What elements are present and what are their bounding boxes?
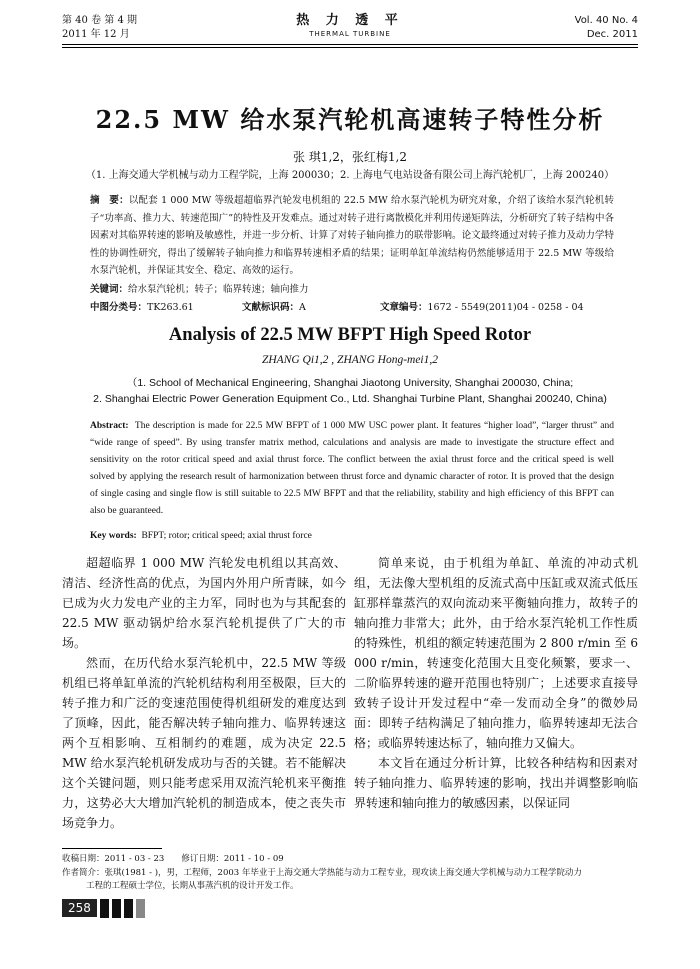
header-rule [62, 44, 638, 45]
running-header [62, 14, 638, 54]
cn-title: 22.5 MW 给水泵汽轮机高速转子特性分析 [95, 105, 605, 134]
footnote-dates: 收稿日期：2011 - 03 - 23 修订日期：2011 - 10 - 09 [62, 854, 284, 864]
en-affiliation-1: （1. School of Mechanical Engineering, Shanghai Jiaotong University, Shanghai 200030, China; [126, 377, 574, 389]
page-marker-block [112, 899, 121, 918]
cn-affiliation: （1. 上海交通大学机械与动力工程学院，上海 200030；2. 上海电气电站设备有限公司上海汽轮机厂，上海 200240） [85, 170, 615, 181]
page-number-box [62, 897, 145, 919]
body-paragraph: 超超临界 1 000 MW 汽轮发电机组以其高效、清洁、经济性高的优点，为国内外用户所青睐，如今已成为火力发电产业的主力军，同时也为与其配套的 22.5 MW 驱动锅炉给水泵汽轮机提供了广大的市场。 [62, 556, 346, 650]
page-marker-block [136, 899, 145, 918]
page-number: 258 [62, 899, 97, 917]
footnote-rule [62, 848, 162, 849]
cn-abstract-label: 摘 要： [90, 195, 129, 206]
cn-keywords: 关键词：给水泵汽轮机；转子；临界转速；轴向推力 [90, 284, 309, 295]
body-paragraph: 简单来说，由于机组为单缸、单流的冲动式机组，无法像大型机组的反流式高中压缸或双流式低压缸那样靠蒸汽的双向流动来平衡轴向推力，故转子的轴向推力非常大；此外，由于给水泵汽轮机工作性质的特殊性，机组的额定转速范围为 2 800 r/min 至 6 000 r/min，转速变化范围大且变化频繁，要求一、二阶临界转速的避开范围也特别广；上述要求直接导致转子设计开发过程中“牵一发而动全身”的微妙局面：即转子结构满足了轴向推力，临界转速却无法合格；或临界转速达标了，轴向推力又偏大。 [354, 556, 638, 750]
en-affiliation-2: 2. Shanghai Electric Power Generation Equipment Co., Ltd. Shanghai Turbine Plant, Shanghai 200240, China) [93, 393, 607, 405]
header-volume-info: 第 40 卷 第 4 期 2011 年 12 月 [62, 15, 137, 40]
en-authors: ZHANG Qi1,2 , ZHANG Hong-mei1,2 [261, 354, 438, 366]
cn-abstract-text: 以配套 1 000 MW 等级超超临界汽轮发电机组的 22.5 MW 给水泵汽轮机为研究对象，介绍了该给水泵汽轮机转子“功率高、推力大、转速范围广”的特性及开发难点。通过对转子进行离散模化并利用传递矩阵法，分析研究了转子结构中各因素对其临界转速的影响及敏感性，并进一步分析、计算了对转子轴向推力的联带影响。论文最终通过对转子推力及动力学特性的协调性研究，得出了缓解转子轴向推力和临界转速相矛盾的结果；证明单缸单流结构仍然能够适用于 22.5 MW 等级给水泵汽轮机，并保证其安全、稳定、高效的运行。 [90, 195, 614, 276]
header-rule-thin [62, 47, 638, 48]
body-right-column [354, 553, 638, 813]
header-volume-info-en: Vol. 40 No. 4 Dec. 2011 [574, 15, 638, 40]
en-title: Analysis of 22.5 MW BFPT High Speed Rotor [168, 325, 532, 345]
body-left-column [62, 553, 346, 833]
en-abstract [90, 418, 614, 520]
cn-authors: 张 琪1,2，张红梅1,2 [293, 150, 407, 164]
en-abstract-label: Abstract: [90, 421, 129, 431]
en-abstract-text: The description is made for 22.5 MW BFPT of 1 000 MW USC power plant. It features “higher load”, “larger thrust” and “wide range of speed”. By using transfer matrix method, calculations and analysis are made to investigate the structure effect and sensitivity on the rotor critical speed and axial thrust force. The conflict between the axial thrust force and the critical speed is well solved by applying the research result of harmonization between thrust force and dynamic character of rotor. It is proved that the design of single casing and single flow is still suitable to 22.5 MW BFPT and that the reliability, stability and high efficiency of this BFPT can also be guaranteed. [90, 421, 614, 516]
en-keywords: Key words: BFPT; rotor; critical speed; axial thrust force [90, 531, 312, 541]
body-paragraph: 然而，在历代给水泵汽轮机中，22.5 MW 等级机组已将单缸单流的汽轮机结构利用至极限，巨大的转子推力和广泛的变速范围使得机组研发的难度达到了顶峰，因此，能否解决转子轴向推力、临界转速这两个互相影响、互相制约的难题，成为决定 22.5 MW 给水泵汽轮机研发成功与否的关键。若不能解决这个关键问题，则只能考虑采用双流汽轮机来平衡推力，这势必大大增加汽轮机的制造成本，使之丧失市场竞争力。 [62, 656, 346, 830]
cn-abstract [90, 192, 614, 280]
header-journal-name: 热 力 透 平 THERMAL TURBINE [296, 13, 404, 38]
footnote-bio-cont: 工程的工程硕士学位，长期从事蒸汽机的设计开发工作。 [86, 881, 299, 891]
page-marker-block [100, 899, 109, 918]
body-paragraph: 本文旨在通过分析计算，比较各种结构和因素对转子轴向推力、临界转速的影响，找出并调整影响临界转速和轴向推力的敏感因素，以保证同 [354, 756, 638, 810]
footnote-bio: 作者简介：张琪(1981 - )，男，工程师，2003 年毕业于上海交通大学热能与动力工程专业，现攻读上海交通大学机械与动力工程学院动力 [62, 868, 582, 878]
page-marker-block [124, 899, 133, 918]
